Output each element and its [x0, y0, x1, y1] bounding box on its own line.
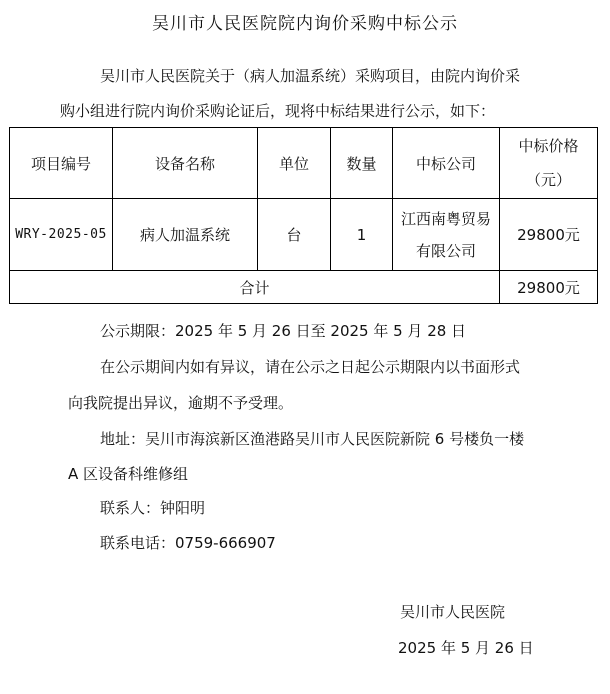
header-winning-company: 中标公司: [393, 128, 500, 199]
table-header-row: [10, 128, 598, 199]
cell-winning-price: 29800元: [500, 199, 598, 271]
header-price-label: 中标价格: [518, 137, 579, 155]
page-title: 吴川市人民医院院内询价采购中标公示: [152, 14, 458, 34]
total-price: 29800元: [500, 271, 598, 304]
signature-date: 2025 年 5 月 26 日: [398, 639, 534, 657]
header-unit: 单位: [258, 128, 331, 199]
header-price-unit: （元）: [525, 171, 571, 189]
notice-period: 公示期限：2025 年 5 月 26 日至 2025 年 5 月 28 日: [100, 322, 467, 340]
contact-person: 联系人：钟阳明: [100, 499, 206, 517]
company-name-line-1: 江西南粤贸易: [400, 209, 491, 228]
bid-result-table: [9, 127, 598, 304]
table-row: [10, 199, 598, 271]
cell-equipment-name: 病人加温系统: [113, 199, 258, 271]
header-project-code: 项目编号: [10, 128, 113, 199]
header-quantity: 数量: [331, 128, 393, 199]
company-name-line-2: 有限公司: [415, 241, 476, 260]
contact-phone: 联系电话：0759-666907: [100, 534, 276, 552]
total-label: 合计: [10, 271, 500, 304]
notice-objection-line-2: 向我院提出异议，逾期不予受理。: [68, 394, 294, 412]
cell-project-code: WRY-2025-05: [10, 199, 113, 271]
signature-organization: 吴川市人民医院: [400, 603, 506, 621]
intro-line-1: 吴川市人民医院关于（病人加温系统）采购项目，由院内询价采: [100, 67, 521, 85]
table-total-row: [10, 271, 598, 304]
header-equipment-name: 设备名称: [113, 128, 258, 199]
address-line-1: 地址：吴川市海滨新区渔港路吴川市人民医院新院 6 号楼负一楼: [100, 430, 525, 448]
address-line-2: A 区设备科维修组: [68, 465, 189, 483]
cell-unit: 台: [258, 199, 331, 271]
cell-winning-company: [393, 199, 500, 271]
header-winning-price: [500, 128, 598, 199]
cell-quantity: 1: [331, 199, 393, 271]
intro-line-2: 购小组进行院内询价采购论证后，现将中标结果进行公示，如下：: [60, 102, 496, 120]
notice-objection-line-1: 在公示期间内如有异议，请在公示之日起公示期限内以书面形式: [100, 358, 521, 376]
